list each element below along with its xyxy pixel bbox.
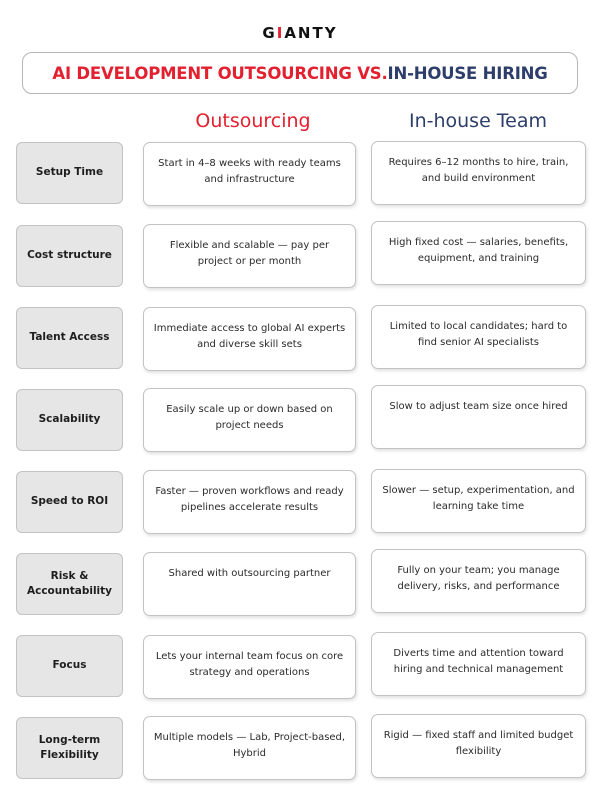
- cell-outsourcing-cost-structure: Flexible and scalable — pay per project or per month: [143, 224, 356, 288]
- row-label-scalability: Scalability: [16, 389, 123, 451]
- title-part-outsourcing: AI DEVELOPMENT OUTSOURCING VS.: [52, 63, 388, 83]
- cell-inhouse-focus: Diverts time and attention toward hiring and technical management: [371, 632, 586, 696]
- cell-outsourcing-scalability: Easily scale up or down based on project needs: [143, 388, 356, 452]
- row-label-speed-to-roi: Speed to ROI: [16, 471, 123, 533]
- cell-outsourcing-speed-to-roi: Faster — proven workflows and ready pipelines accelerate results: [143, 470, 356, 534]
- column-header-outsourcing: Outsourcing: [195, 110, 311, 132]
- row-label-setup-time: Setup Time: [16, 142, 123, 204]
- cell-outsourcing-setup-time: Start in 4–8 weeks with ready teams and infrastructure: [143, 142, 356, 206]
- gianty-logo: [0, 24, 600, 42]
- title-part-inhouse: IN-HOUSE HIRING: [387, 63, 548, 83]
- cell-inhouse-speed-to-roi: Slower — setup, experimentation, and learning take time: [371, 469, 586, 533]
- logo-text-prefix: G: [262, 24, 277, 42]
- cell-outsourcing-risk-accountability: Shared with outsourcing partner: [143, 552, 356, 616]
- cell-outsourcing-focus: Lets your internal team focus on core strategy and operations: [143, 635, 356, 699]
- column-header-inhouse: In-house Team: [408, 110, 548, 132]
- cell-inhouse-risk-accountability: Fully on your team; you manage delivery, risks, and performance: [371, 549, 586, 613]
- row-label-focus: Focus: [16, 635, 123, 697]
- logo-text-suffix: ANTY: [284, 24, 338, 42]
- logo-text-accent: I: [276, 24, 285, 42]
- row-label-long-term-flexibility: Long-term Flexibility: [16, 717, 123, 779]
- cell-inhouse-long-term-flexibility: Rigid — fixed staff and limited budget flexibility: [371, 714, 586, 778]
- page-title: [22, 52, 578, 94]
- cell-inhouse-scalability: Slow to adjust team size once hired: [371, 385, 586, 449]
- cell-inhouse-cost-structure: High fixed cost — salaries, benefits, equipment, and training: [371, 221, 586, 285]
- row-label-talent-access: Talent Access: [16, 307, 123, 369]
- cell-outsourcing-talent-access: Immediate access to global AI experts and diverse skill sets: [143, 307, 356, 371]
- cell-inhouse-talent-access: Limited to local candidates; hard to find senior AI specialists: [371, 305, 586, 369]
- row-label-risk-accountability: Risk & Accountability: [16, 553, 123, 615]
- cell-inhouse-setup-time: Requires 6–12 months to hire, train, and build environment: [371, 141, 586, 205]
- cell-outsourcing-long-term-flexibility: Multiple models — Lab, Project-based, Hybrid: [143, 716, 356, 780]
- row-label-cost-structure: Cost structure: [16, 225, 123, 287]
